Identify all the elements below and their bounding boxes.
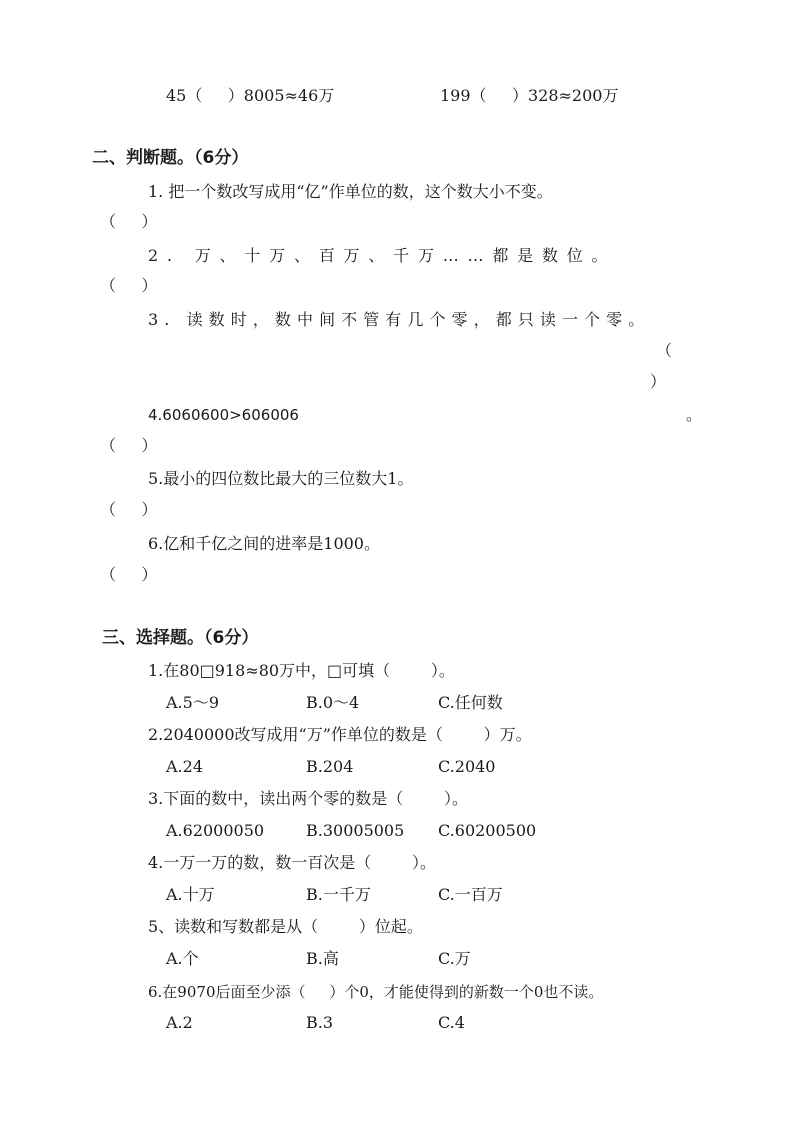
choice-2-option-b[interactable]: B.204	[306, 757, 354, 776]
judge-answer-3-open[interactable]: （	[656, 341, 673, 360]
choice-question-1: 1.在80□918≈80万中，□可填（ ）。	[148, 661, 455, 680]
judge-item-3: 3. 读数时，数中间不管有几个零，都只读一个零。	[148, 310, 651, 329]
judge-item-6: 6.亿和千亿之间的进率是1000。	[148, 534, 380, 553]
choice-question-5: 5、读数和写数都是从（ ）位起。	[148, 917, 423, 936]
choice-5-option-b[interactable]: B.高	[306, 949, 339, 968]
choice-2-option-a[interactable]: A.24	[166, 757, 203, 776]
choice-3-option-b[interactable]: B.30005005	[306, 821, 405, 840]
choice-3-option-c[interactable]: C.60200500	[438, 821, 537, 840]
judge-answer-1[interactable]: （ ）	[100, 212, 158, 231]
judge-item-4-tail: 。	[686, 405, 703, 424]
choice-4-option-c[interactable]: C.一百万	[438, 885, 503, 904]
choice-4-option-b[interactable]: B.一千万	[306, 885, 371, 904]
choice-1-option-c[interactable]: C.任何数	[438, 693, 503, 712]
choice-question-4: 4.一万一万的数，数一百次是（ ）。	[148, 853, 436, 872]
section-2-title: 二、判断题。（6分）	[92, 148, 249, 168]
choice-6-option-a[interactable]: A.2	[166, 1013, 193, 1032]
fill-in-left: 45（ ）8005≈46万	[166, 86, 335, 105]
judge-item-1: 1. 把一个数改写成用“亿”作单位的数，这个数大小不变。	[148, 182, 553, 201]
choice-question-6: 6.在9070后面至少添（ ）个0，才能使得到的新数一个0也不读。	[148, 983, 604, 1001]
judge-answer-2[interactable]: （ ）	[100, 276, 158, 295]
choice-question-2: 2.2040000改写成用“万”作单位的数是（ ）万。	[148, 725, 532, 744]
choice-question-3: 3.下面的数中，读出两个零的数是（ ）。	[148, 789, 468, 808]
choice-2-option-c[interactable]: C.2040	[438, 757, 496, 776]
choice-6-option-b[interactable]: B.3	[306, 1013, 334, 1032]
fill-in-right: 199（ ）328≈200万	[440, 86, 619, 105]
judge-item-2: 2. 万、十万、百万、千万……都是数位。	[148, 246, 617, 265]
choice-5-option-c[interactable]: C.万	[438, 949, 471, 968]
judge-answer-5[interactable]: （ ）	[100, 500, 158, 519]
judge-item-5: 5.最小的四位数比最大的三位数大1。	[148, 469, 414, 488]
choice-3-option-a[interactable]: A.62000050	[166, 821, 265, 840]
choice-4-option-a[interactable]: A.十万	[166, 885, 215, 904]
choice-1-option-b[interactable]: B.0～4	[306, 693, 360, 712]
choice-6-option-c[interactable]: C.4	[438, 1013, 465, 1032]
choice-5-option-a[interactable]: A.个	[166, 949, 199, 968]
choice-1-option-a[interactable]: A.5～9	[166, 693, 220, 712]
judge-answer-6[interactable]: （ ）	[100, 565, 158, 584]
judge-item-4: 4.6060600>606006	[148, 406, 299, 424]
section-3-title: 三、选择题。（6分）	[102, 628, 259, 648]
judge-answer-3-close[interactable]: ）	[650, 372, 667, 391]
judge-answer-4[interactable]: （ ）	[100, 436, 158, 455]
